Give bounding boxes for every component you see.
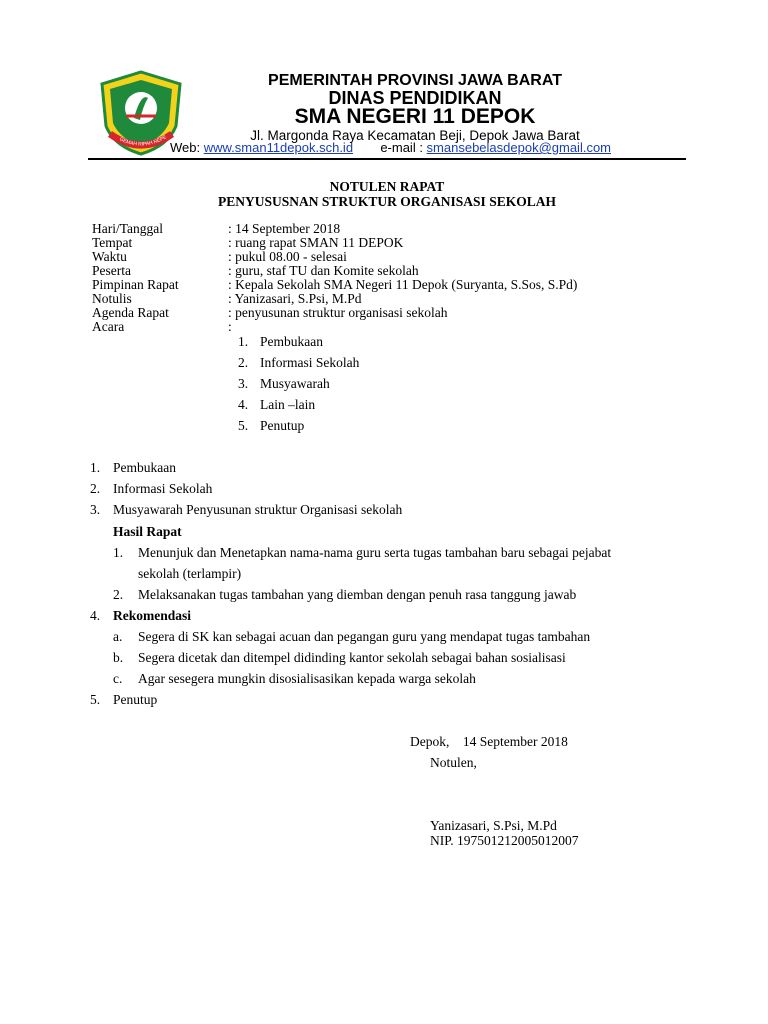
list-number: 3. (90, 502, 101, 517)
website-link[interactable]: www.sman11depok.sch.id (203, 140, 354, 155)
list-item: Segera dicetak dan ditempel didinding kantor sekolah sebagai bahan sosialisasi (138, 650, 566, 665)
info-label: Acara (92, 319, 125, 334)
info-label: Peserta (92, 263, 131, 278)
list-item: Segera di SK kan sebagai acuan dan pegangan guru yang mendapat tugas tambahan (138, 629, 591, 644)
info-value: : Kepala Sekolah SMA Negeri 11 Depok (Suryanta, S.Sos, S.Pd) (228, 277, 578, 292)
list-number: 1. (238, 334, 249, 349)
info-label: Tempat (92, 235, 133, 250)
web-label: Web: (170, 140, 204, 155)
list-number: 1. (90, 460, 101, 475)
list-letter: b. (113, 650, 124, 665)
list-number: 2. (90, 481, 101, 496)
letterhead-contact (170, 140, 611, 155)
svg-text:GEMAH RIPAH REPEH RAPIH: GEMAH RIPAH REPE (118, 134, 168, 148)
info-value: : pukul 08.00 - selesai (228, 249, 347, 264)
email-label: e-mail : (380, 140, 427, 155)
info-label: Agenda Rapat (92, 305, 169, 320)
letterhead-address: Jl. Margonda Raya Kecamatan Beji, Depok Jawa Barat (250, 128, 580, 143)
list-number: 3. (238, 376, 249, 391)
letterhead-divider (88, 158, 686, 160)
list-letter: a. (113, 629, 123, 644)
list-item: Menunjuk dan Menetapkan nama-nama guru serta tugas tambahan baru sebagai pejabat (138, 545, 612, 560)
list-number: 4. (90, 608, 101, 623)
info-value: : 14 September 2018 (228, 221, 341, 236)
letterhead-province: PEMERINTAH PROVINSI JAWA BARAT (268, 72, 562, 89)
list-number: 2. (238, 355, 249, 370)
list-item: Pembukaan (260, 334, 323, 349)
info-value: : penyusunan struktur organisasi sekolah (228, 305, 448, 320)
info-value: : ruang rapat SMAN 11 DEPOK (228, 235, 404, 250)
list-item: Agar sesegera mungkin disosialisasikan kepada warga sekolah (138, 671, 476, 686)
info-value: : Yanizasari, S.Psi, M.Pd (228, 291, 362, 306)
document-subtitle: PENYUSUSNAN STRUKTUR ORGANISASI SEKOLAH (218, 194, 556, 209)
list-item: Penutup (113, 692, 158, 707)
list-number: 1. (113, 545, 124, 560)
section-heading-hasil: Hasil Rapat (113, 524, 182, 539)
list-number: 2. (113, 587, 124, 602)
list-letter: c. (113, 671, 123, 686)
list-item: Melaksanakan tugas tambahan yang diemban dengan penuh rasa tanggung jawab (138, 587, 577, 602)
signature-place-date: Depok, 14 September 2018 (410, 734, 568, 749)
signature-role: Notulen, (430, 755, 477, 770)
list-item: Musyawarah Penyusunan struktur Organisasi sekolah (113, 502, 403, 517)
list-item: Informasi Sekolah (260, 355, 360, 370)
list-item-continuation: sekolah (terlampir) (138, 566, 242, 581)
letterhead-agency: DINAS PENDIDIKAN (328, 88, 502, 108)
info-value: : guru, staf TU dan Komite sekolah (228, 263, 419, 278)
letterhead-school: SMA NEGERI 11 DEPOK (294, 105, 536, 128)
email-link[interactable]: smansebelasdepok@gmail.com (426, 140, 611, 155)
signature-nip: NIP. 197501212005012007 (430, 833, 579, 848)
list-item: Lain –lain (260, 397, 316, 412)
list-item: Pembukaan (113, 460, 176, 475)
info-value: : (228, 319, 232, 334)
info-label: Waktu (92, 249, 127, 264)
info-label: Pimpinan Rapat (92, 277, 179, 292)
signature-name: Yanizasari, S.Psi, M.Pd (430, 818, 557, 833)
list-item: Penutup (260, 418, 305, 433)
list-number: 5. (90, 692, 101, 707)
list-item: Musyawarah (260, 376, 330, 391)
document-title: NOTULEN RAPAT (329, 179, 445, 194)
list-item: Informasi Sekolah (113, 481, 213, 496)
info-label: Hari/Tanggal (92, 221, 164, 236)
list-number: 5. (238, 418, 249, 433)
section-heading-rekomendasi: Rekomendasi (113, 608, 192, 623)
list-number: 4. (238, 397, 249, 412)
info-label: Notulis (92, 291, 132, 306)
